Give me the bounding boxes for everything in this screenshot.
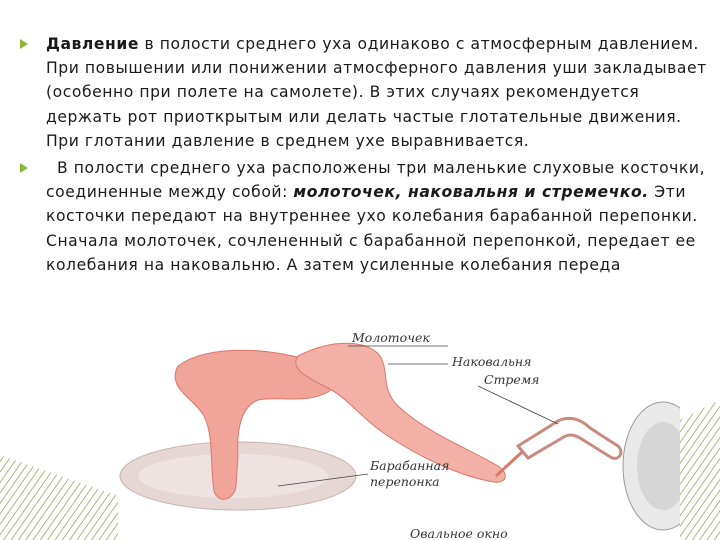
bullet-ossicles xyxy=(20,156,710,277)
label-malleus: Молоточек xyxy=(352,330,430,345)
bullet-pressure xyxy=(20,32,710,153)
decorative-hatch-pattern-right xyxy=(680,400,720,540)
bullet-arrow-icon xyxy=(20,39,28,49)
bullet-text: в полости среднего уха одинаково с атмосферным давлением. При повышении или понижении атмосферного давления уши закладывает (особенно при полете на самолете). В этих случаях рекомендуется держать рот приоткрытым или делать частые глотательные движения. При глотании давление в среднем ухе выравнивается. xyxy=(46,35,707,150)
bullet-lead-term: Давление xyxy=(46,35,139,53)
label-eardrum-line2: перепонка xyxy=(370,474,440,489)
label-eardrum-line1: Барабанная xyxy=(370,458,450,473)
ossicles-illustration xyxy=(118,326,680,540)
label-stapes: Стремя xyxy=(484,372,540,387)
bullet-text-after: Эти косточки передают на внутреннее ухо колебания барабанной перепонки. Сначала молоточек, сочлененный с барабанной перепонкой, передает ее колебания на наковальню. А затем усиленные колебания переда xyxy=(46,183,698,274)
bullet-list xyxy=(20,32,710,277)
bullet-arrow-icon xyxy=(20,163,28,173)
decorative-hatch-pattern xyxy=(0,440,130,540)
ossicles-emphasis: молоточек, наковальня и стремечко. xyxy=(293,183,649,202)
bullet-text-before: В полости среднего уха расположены три маленькие слуховые косточки, соединенные между собой: xyxy=(46,159,711,202)
label-incus: Наковальня xyxy=(452,354,532,369)
label-oval-window: Овальное окно xyxy=(410,526,508,540)
